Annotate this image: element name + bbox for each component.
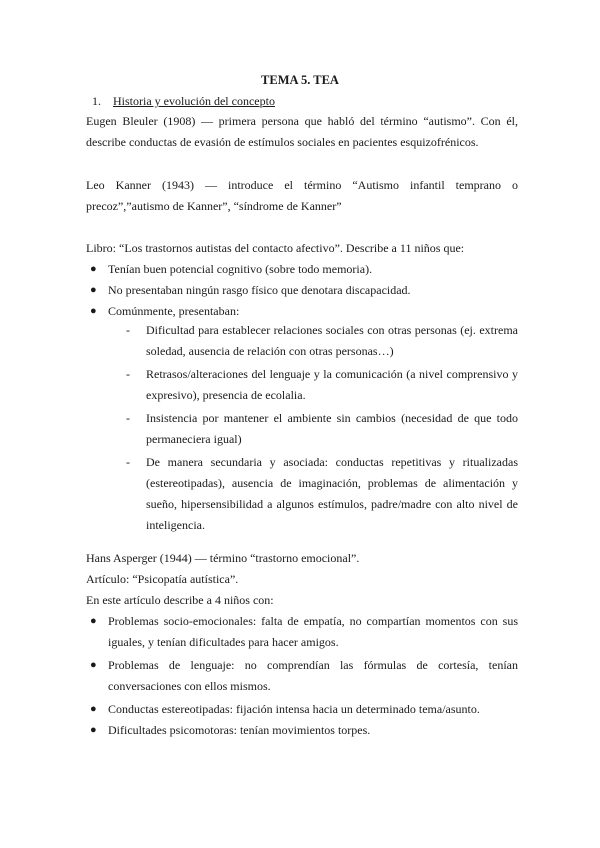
- list-item: [126, 364, 518, 406]
- list-item: [86, 259, 518, 280]
- dash-icon: -: [126, 411, 130, 425]
- list-item: [126, 408, 518, 450]
- section-heading: [92, 94, 275, 109]
- section-title: Historia y evolución del concepto: [113, 94, 275, 108]
- list-item-text: Retrasos/alteraciones del lenguaje y la comunicación (a nivel comprensivo y expresivo), presencia de ecolalia.: [146, 367, 518, 402]
- list-item-text: No presentaban ningún rasgo físico que denotara discapacidad.: [108, 283, 411, 297]
- bullet-icon: ●: [90, 263, 97, 275]
- list-item-text: Dificultades psicomotoras: tenían movimientos torpes.: [108, 723, 371, 737]
- dash-icon: -: [126, 367, 130, 381]
- libro-intro: Libro: “Los trastornos autistas del contacto afectivo”. Describe a 11 niños que:: [86, 241, 465, 255]
- bullet-icon: ●: [90, 659, 97, 671]
- list-item: [86, 720, 518, 741]
- list-item-text: Conductas estereotipadas: fijación intensa hacia un determinado tema/asunto.: [108, 702, 480, 716]
- libro-subitem-list: [126, 320, 518, 538]
- bullet-icon: ●: [90, 615, 97, 627]
- list-item-text: De manera secundaria y asociada: conductas repetitivas y ritualizadas (estereotipadas), ausencia de imaginación, problemas de alimentación y sueño, hipersensibilidad a algunos estímulos, padre/madre con alto nivel de inteligencia.: [146, 455, 518, 532]
- list-item: [86, 699, 518, 720]
- asperger-line: Hans Asperger (1944) — término “trastorno emocional”.: [86, 551, 360, 565]
- articulo-intro: En este artículo describe a 4 niños con:: [86, 593, 274, 607]
- list-item-text: Comúnmente, presentaban:: [108, 304, 240, 318]
- list-item: [86, 655, 518, 697]
- list-item: [86, 280, 518, 301]
- list-item: [126, 452, 518, 536]
- bullet-icon: ●: [90, 284, 97, 296]
- bleuler-paragraph: Eugen Bleuler (1908) — primera persona que habló del término “autismo”. Con él, describe conductas de evasión de estímulos sociales en pacientes esquizofrénicos.: [86, 114, 518, 149]
- section-number: 1.: [92, 94, 101, 108]
- bullet-icon: ●: [90, 305, 97, 317]
- list-item-text: Dificultad para establecer relaciones sociales con otras personas (ej. extrema soledad, ausencia de relación con otras personas…): [146, 323, 518, 358]
- libro-bullet-list: [86, 259, 518, 322]
- list-item: [126, 320, 518, 362]
- document-title: TEMA 5. TEA: [261, 73, 339, 87]
- dash-icon: -: [126, 455, 130, 469]
- bullet-icon: ●: [90, 703, 97, 715]
- list-item-text: Problemas socio-emocionales: falta de empatía, no compartían momentos con sus iguales, y tenían dificultades para hacer amigos.: [108, 614, 518, 649]
- list-item: [86, 611, 518, 653]
- kanner-paragraph: Leo Kanner (1943) — introduce el término “Autismo infantil temprano o precoz”,”autismo de Kanner”, “síndrome de Kanner”: [86, 178, 518, 213]
- list-item-text: Insistencia por mantener el ambiente sin cambios (necesidad de que todo permaneciera igual): [146, 411, 518, 446]
- list-item-text: Tenían buen potencial cognitivo (sobre todo memoria).: [108, 262, 373, 276]
- articulo-line: Artículo: “Psicopatía autística”.: [86, 572, 239, 586]
- articulo-bullet-list: [86, 611, 518, 741]
- dash-icon: -: [126, 323, 130, 337]
- list-item: [86, 301, 518, 322]
- list-item-text: Problemas de lenguaje: no comprendían las fórmulas de cortesía, tenían conversaciones con ellos mismos.: [108, 658, 518, 693]
- bullet-icon: ●: [90, 724, 97, 736]
